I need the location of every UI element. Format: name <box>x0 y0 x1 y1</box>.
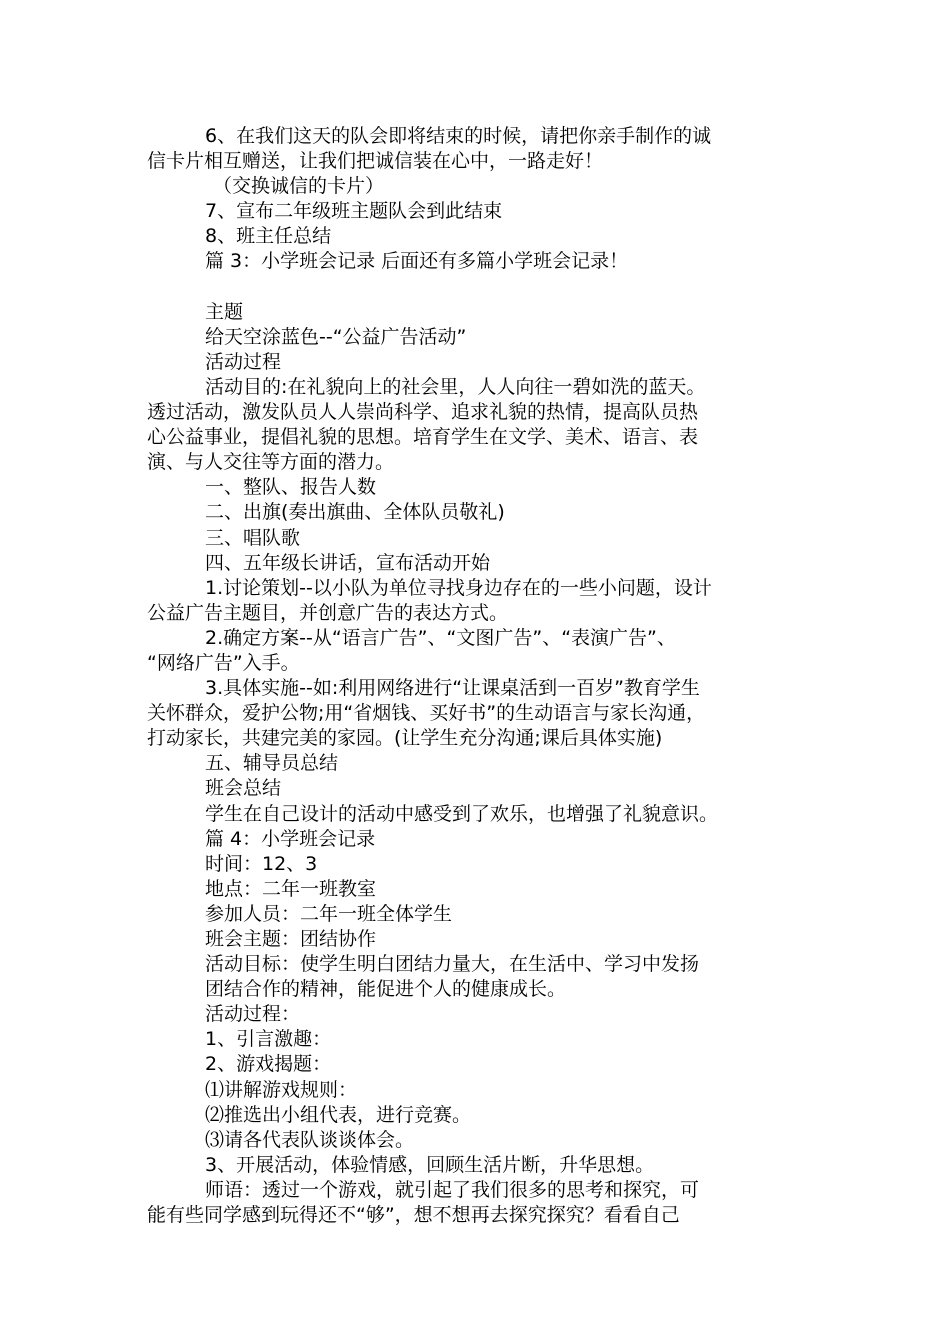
text-line: 四、五年级长讲话，宣布活动开始 <box>205 551 491 574</box>
text-line: 二、出旗(奏出旗曲、全体队员敬礼) <box>205 501 505 524</box>
text-line: 给天空涂蓝色--“公益广告活动” <box>205 325 467 348</box>
text-line: 6、在我们这天的队会即将结束的时候，请把你亲手制作的诚 <box>205 125 712 147</box>
text-line: ⑵推选出小组代表，进行竞赛。 <box>205 1103 472 1126</box>
text-line: 一、整队、报告人数 <box>205 476 377 499</box>
text-line: 参加人员：二年一班全体学生 <box>205 902 453 925</box>
text-line: “网络广告”入手。 <box>147 651 300 674</box>
text-line: ⑴讲解游戏规则： <box>205 1078 358 1101</box>
text-line: 师语：透过一个游戏，就引起了我们很多的思考和探究，可 <box>205 1178 700 1201</box>
text-line: 时间：12、3 <box>205 852 318 875</box>
text-line: 8、班主任总结 <box>205 225 332 248</box>
text-line: 1.讨论策划--以小队为单位寻找身边存在的一些小问题，设计 <box>205 576 712 599</box>
text-line: 学生在自己设计的活动中感受到了欢乐，也增强了礼貌意识。 <box>205 802 719 825</box>
text-line: 1、引言激趣： <box>205 1028 332 1051</box>
text-line: 公益广告主题目，并创意广告的表达方式。 <box>147 601 509 624</box>
text-line: 活动目标：使学生明白团结力量大，在生活中、学习中发扬 <box>205 953 700 976</box>
text-line: ⑶请各代表队谈谈体会。 <box>205 1128 415 1151</box>
text-line: 关怀群众，爱护公物;用“省烟钱、买好书”的生动语言与家长沟通， <box>147 702 706 725</box>
text-line: 活动目的:在礼貌向上的社会里，人人向往一碧如洗的蓝天。 <box>205 375 706 398</box>
text-line: 五、辅导员总结 <box>205 752 339 775</box>
text-line: 透过活动，激发队员人人崇尚科学、追求礼貌的热情，提高队员热 <box>147 401 699 424</box>
text-line: 7、宣布二年级班主题队会到此结束 <box>205 200 503 223</box>
text-line: 演、与人交往等方面的潜力。 <box>147 451 395 474</box>
text-line: 篇 4：小学班会记录 <box>205 827 376 850</box>
text-line: 心公益事业，提倡礼貌的思想。培育学生在文学、美术、语言、表 <box>147 426 699 449</box>
text-line: 能有些同学感到玩得还不“够”，想不想再去探究探究？看看自己 <box>147 1204 680 1227</box>
text-line: 2、游戏揭题： <box>205 1053 332 1076</box>
text-line: （交换诚信的卡片） <box>213 175 385 198</box>
text-line: 三、唱队歌 <box>205 526 301 549</box>
text-line: 活动过程： <box>205 1003 301 1026</box>
text-line: 班会总结 <box>205 777 282 800</box>
text-line: 信卡片相互赠送，让我们把诚信装在心中，一路走好！ <box>147 150 604 173</box>
text-line: 打动家长，共建完美的家园。(让学生充分沟通;课后具体实施) <box>147 727 663 750</box>
text-line: 篇 3：小学班会记录 后面还有多篇小学班会记录！ <box>205 250 629 273</box>
text-line: 2.确定方案--从“语言广告”、“文图广告”、“表演广告”、 <box>205 626 676 649</box>
text-line: 班会主题：团结协作 <box>205 928 377 950</box>
text-line: 3、开展活动，体验情感，回顾生活片断，升华思想。 <box>205 1153 655 1176</box>
document-body <box>147 124 837 1228</box>
blank-line <box>147 275 837 300</box>
text-line: 地点：二年一班教室 <box>205 877 377 900</box>
text-line: 活动过程 <box>205 350 282 373</box>
text-line: 3.具体实施--如:利用网络进行“让课桌活到一百岁”教育学生 <box>205 677 700 700</box>
text-line: 主题 <box>205 300 244 323</box>
text-line: 团结合作的精神，能促进个人的健康成长。 <box>205 978 567 1001</box>
